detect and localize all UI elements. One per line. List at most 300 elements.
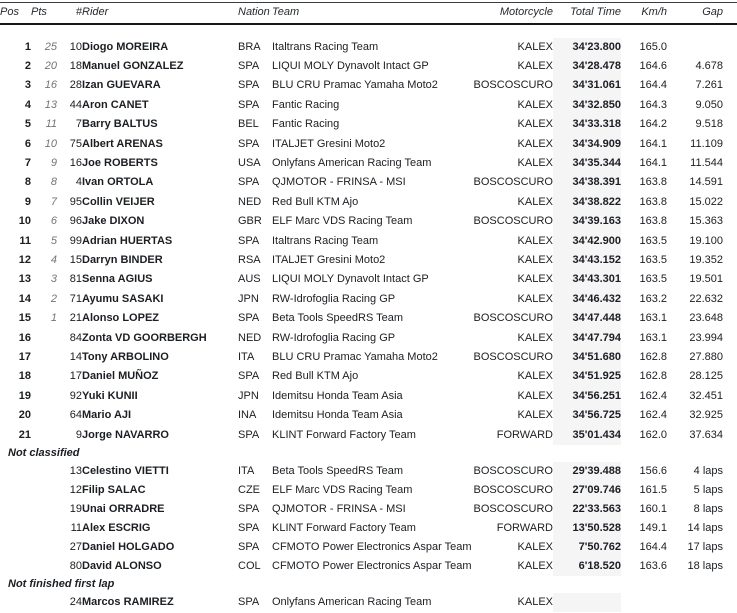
cell-pad bbox=[723, 462, 737, 481]
cell-gap: 15.022 bbox=[689, 195, 723, 208]
cell-moto: KALEX bbox=[517, 559, 553, 572]
cell-nation: COL bbox=[238, 559, 261, 572]
cell-moto: BOSCOSCURO bbox=[473, 350, 553, 363]
cell-pos: 4 bbox=[24, 98, 31, 111]
cell-pad bbox=[723, 367, 737, 386]
cell-pad bbox=[723, 387, 737, 406]
cell-kmh: 164.2 bbox=[639, 118, 667, 131]
cell-moto: KALEX bbox=[517, 595, 553, 608]
cell-num: 44 bbox=[69, 98, 82, 111]
cell-time: 34'38.822 bbox=[553, 193, 621, 212]
column-header-gap: Gap bbox=[667, 3, 723, 24]
result-row bbox=[0, 367, 737, 386]
result-row bbox=[0, 115, 737, 134]
cell-moto: KALEX bbox=[517, 98, 553, 111]
cell-pts: 10 bbox=[44, 137, 57, 150]
result-row bbox=[0, 193, 737, 212]
section-label-row bbox=[0, 576, 737, 593]
column-header-team: Team bbox=[272, 3, 463, 24]
cell-team: Fantic Racing bbox=[272, 118, 340, 131]
header-row bbox=[0, 3, 737, 24]
cell-pos: 19 bbox=[18, 389, 31, 402]
cell-rider: Barry BALTUS bbox=[82, 118, 158, 131]
cell-team: Red Bull KTM Ajo bbox=[272, 195, 359, 208]
cell-rider: Adrian HUERTAS bbox=[82, 234, 173, 247]
cell-pos: 5 bbox=[24, 118, 31, 131]
cell-num: 19 bbox=[69, 502, 82, 515]
result-row bbox=[0, 76, 737, 95]
cell-time: 34'23.800 bbox=[553, 38, 621, 57]
cell-rider: Mario AJI bbox=[82, 409, 132, 422]
cell-gap: 32.925 bbox=[689, 409, 723, 422]
cell-rider: Jake DIXON bbox=[82, 215, 145, 228]
cell-gap: 5 laps bbox=[693, 483, 723, 496]
cell-pts bbox=[31, 387, 57, 406]
cell-kmh: 162.4 bbox=[639, 409, 667, 422]
cell-pos: 21 bbox=[18, 428, 31, 441]
cell-moto: KALEX bbox=[517, 292, 553, 305]
cell-pos: 6 bbox=[24, 137, 31, 150]
result-row bbox=[0, 154, 737, 173]
cell-pad bbox=[723, 96, 737, 115]
cell-time: 34'35.344 bbox=[553, 154, 621, 173]
cell-pts bbox=[31, 328, 57, 347]
cell-moto: KALEX bbox=[517, 137, 553, 150]
cell-gap: 27.880 bbox=[689, 350, 723, 363]
result-row bbox=[0, 462, 737, 481]
cell-time: 34'39.163 bbox=[553, 212, 621, 231]
cell-time: 34'43.301 bbox=[553, 270, 621, 289]
cell-pts: 9 bbox=[50, 157, 57, 170]
result-row bbox=[0, 96, 737, 115]
cell-pts bbox=[31, 500, 57, 519]
column-header-time: Total Time bbox=[553, 3, 621, 24]
result-row bbox=[0, 231, 737, 250]
cell-time: 22'33.563 bbox=[553, 500, 621, 519]
result-row bbox=[0, 134, 737, 153]
cell-rider: Ayumu SASAKI bbox=[82, 292, 164, 305]
cell-gap: 4 laps bbox=[693, 464, 723, 477]
cell-rider: Aron CANET bbox=[82, 98, 149, 111]
result-row bbox=[0, 290, 737, 309]
cell-team: Fantic Racing bbox=[272, 98, 340, 111]
cell-nation: CZE bbox=[238, 483, 260, 496]
cell-kmh: 164.1 bbox=[639, 137, 667, 150]
cell-team: Onlyfans American Racing Team bbox=[272, 157, 432, 170]
cell-pts: 11 bbox=[45, 118, 57, 131]
cell-nation: SPA bbox=[238, 176, 260, 189]
cell-team: BLU CRU Pramac Yamaha Moto2 bbox=[272, 79, 438, 92]
cell-num: 24 bbox=[69, 595, 82, 608]
cell-num: 13 bbox=[69, 464, 82, 477]
cell-time: 34'43.152 bbox=[553, 251, 621, 270]
cell-time: 34'33.318 bbox=[553, 115, 621, 134]
cell-nation: SPA bbox=[238, 428, 260, 441]
cell-nation: SPA bbox=[238, 79, 260, 92]
cell-pos bbox=[0, 500, 31, 519]
cell-pos: 7 bbox=[24, 157, 31, 170]
result-row bbox=[0, 519, 737, 538]
cell-rider: Ivan ORTOLA bbox=[82, 176, 154, 189]
cell-pos: 3 bbox=[24, 79, 31, 92]
cell-rider: Marcos RAMIREZ bbox=[82, 595, 174, 608]
cell-num: 14 bbox=[69, 350, 82, 363]
cell-pts: 2 bbox=[50, 292, 57, 305]
cell-gap: 23.994 bbox=[689, 331, 723, 344]
cell-moto: KALEX bbox=[517, 389, 553, 402]
cell-rider: Izan GUEVARA bbox=[82, 79, 161, 92]
cell-pts: 1 bbox=[50, 312, 57, 325]
cell-pts bbox=[31, 462, 57, 481]
cell-num: 99 bbox=[69, 234, 82, 247]
cell-team: Idemitsu Honda Team Asia bbox=[272, 409, 403, 422]
cell-gap: 4.678 bbox=[695, 60, 723, 73]
cell-gap: 9.050 bbox=[695, 98, 723, 111]
cell-pad bbox=[723, 290, 737, 309]
cell-pad bbox=[723, 481, 737, 500]
cell-moto: KALEX bbox=[517, 370, 553, 383]
cell-nation: USA bbox=[238, 157, 261, 170]
cell-time: 34'47.794 bbox=[553, 328, 621, 347]
cell-num: 81 bbox=[69, 273, 82, 286]
column-header-pad bbox=[723, 3, 737, 24]
cell-kmh: 163.1 bbox=[639, 312, 667, 325]
cell-time: 13'50.528 bbox=[553, 519, 621, 538]
cell-gap: 9.518 bbox=[695, 118, 723, 131]
cell-nation: BRA bbox=[238, 40, 261, 53]
cell-num: 75 bbox=[69, 137, 82, 150]
cell-kmh: 164.4 bbox=[639, 540, 667, 553]
cell-team: CFMOTO Power Electronics Aspar Team bbox=[272, 559, 472, 572]
cell-moto: BOSCOSCURO bbox=[473, 79, 553, 92]
cell-pos bbox=[0, 481, 31, 500]
result-row bbox=[0, 251, 737, 270]
cell-moto: BOSCOSCURO bbox=[473, 176, 553, 189]
cell-pad bbox=[723, 270, 737, 289]
cell-pad bbox=[723, 193, 737, 212]
result-row bbox=[0, 270, 737, 289]
cell-time: 34'42.900 bbox=[553, 231, 621, 250]
cell-kmh: 164.4 bbox=[639, 79, 667, 92]
cell-num: 11 bbox=[70, 521, 82, 534]
cell-kmh: 163.5 bbox=[639, 234, 667, 247]
cell-rider: Daniel MUÑOZ bbox=[82, 370, 159, 383]
result-row bbox=[0, 406, 737, 425]
result-row bbox=[0, 328, 737, 347]
cell-pos: 13 bbox=[18, 273, 31, 286]
cell-team: LIQUI MOLY Dynavolt Intact GP bbox=[272, 60, 429, 73]
cell-time: 34'51.680 bbox=[553, 348, 621, 367]
cell-moto: BOSCOSCURO bbox=[473, 502, 553, 515]
section-label-row bbox=[0, 445, 737, 462]
race-results-table bbox=[0, 2, 737, 612]
cell-kmh: 149.1 bbox=[639, 521, 667, 534]
cell-gap: 14 laps bbox=[687, 521, 723, 534]
cell-kmh: 165.0 bbox=[639, 40, 667, 53]
cell-num: 7 bbox=[75, 118, 82, 131]
cell-team: QJMOTOR - FRINSA - MSI bbox=[272, 176, 406, 189]
cell-num: 96 bbox=[69, 215, 82, 228]
cell-kmh: 162.0 bbox=[639, 428, 667, 441]
cell-pos bbox=[0, 593, 31, 612]
cell-rider: Alonso LOPEZ bbox=[82, 312, 159, 325]
cell-pts bbox=[31, 557, 57, 576]
cell-time: 35'01.434 bbox=[553, 425, 621, 444]
cell-pos: 15 bbox=[18, 312, 31, 325]
cell-gap: 14.591 bbox=[689, 176, 723, 189]
cell-kmh: 163.6 bbox=[639, 559, 667, 572]
cell-num: 64 bbox=[69, 409, 82, 422]
result-row bbox=[0, 173, 737, 192]
cell-team: CFMOTO Power Electronics Aspar Team bbox=[272, 540, 472, 553]
cell-rider: David ALONSO bbox=[82, 559, 162, 572]
cell-moto: BOSCOSCURO bbox=[473, 312, 553, 325]
cell-team: QJMOTOR - FRINSA - MSI bbox=[272, 502, 406, 515]
cell-nation: GBR bbox=[238, 215, 262, 228]
cell-rider: Albert ARENAS bbox=[82, 137, 163, 150]
result-row bbox=[0, 38, 737, 57]
result-row bbox=[0, 57, 737, 76]
cell-num: 17 bbox=[69, 370, 82, 383]
cell-team: LIQUI MOLY Dynavolt Intact GP bbox=[272, 273, 429, 286]
cell-team: ELF Marc VDS Racing Team bbox=[272, 483, 413, 496]
cell-gap: 23.648 bbox=[689, 312, 723, 325]
cell-pos: 18 bbox=[18, 370, 31, 383]
cell-pos: 10 bbox=[18, 215, 31, 228]
cell-gap: 19.501 bbox=[689, 273, 723, 286]
column-header-pos: Pos bbox=[0, 3, 31, 24]
cell-kmh: 162.8 bbox=[639, 370, 667, 383]
cell-rider: Zonta VD GOORBERGH bbox=[82, 331, 207, 344]
cell-rider: Daniel HOLGADO bbox=[82, 540, 175, 553]
cell-team: Italtrans Racing Team bbox=[272, 234, 379, 247]
cell-pos bbox=[0, 519, 31, 538]
cell-nation: NED bbox=[238, 195, 262, 208]
cell-gap: 19.100 bbox=[689, 234, 723, 247]
cell-team: KLINT Forward Factory Team bbox=[272, 428, 416, 441]
cell-pos bbox=[0, 538, 31, 557]
result-row bbox=[0, 557, 737, 576]
cell-num: 84 bbox=[69, 331, 82, 344]
cell-nation: ITA bbox=[238, 464, 255, 477]
cell-pad bbox=[723, 251, 737, 270]
result-row bbox=[0, 481, 737, 500]
cell-nation: SPA bbox=[238, 98, 260, 111]
cell-pts: 13 bbox=[44, 98, 57, 111]
cell-nation: NED bbox=[238, 331, 262, 344]
cell-kmh: 163.8 bbox=[639, 176, 667, 189]
cell-pos: 9 bbox=[24, 195, 31, 208]
cell-team: Beta Tools SpeedRS Team bbox=[272, 312, 404, 325]
cell-pad bbox=[723, 212, 737, 231]
cell-pos: 14 bbox=[18, 292, 31, 305]
cell-pos: 20 bbox=[18, 409, 31, 422]
spacer-cell bbox=[0, 24, 737, 38]
cell-gap: 37.634 bbox=[689, 428, 723, 441]
cell-kmh: 156.6 bbox=[639, 464, 667, 477]
cell-moto: KALEX bbox=[517, 253, 553, 266]
section-label: Not finished first lap bbox=[8, 577, 115, 590]
cell-nation: AUS bbox=[238, 273, 261, 286]
cell-moto: KALEX bbox=[517, 60, 553, 73]
cell-pad bbox=[723, 38, 737, 57]
column-header-pts: Pts bbox=[31, 3, 57, 24]
cell-time: 34'34.909 bbox=[553, 134, 621, 153]
cell-pad bbox=[723, 309, 737, 328]
cell-pad bbox=[723, 425, 737, 444]
cell-pts bbox=[31, 593, 57, 612]
cell-pos: 8 bbox=[24, 176, 31, 189]
cell-nation: SPA bbox=[238, 60, 260, 73]
header-spacer-row bbox=[0, 24, 737, 38]
cell-pad bbox=[723, 328, 737, 347]
cell-time: 34'38.391 bbox=[553, 173, 621, 192]
cell-team: Idemitsu Honda Team Asia bbox=[272, 389, 403, 402]
cell-pts bbox=[31, 406, 57, 425]
cell-time bbox=[553, 593, 621, 612]
cell-kmh: 160.1 bbox=[639, 502, 667, 515]
cell-time: 34'56.725 bbox=[553, 406, 621, 425]
cell-gap: 8 laps bbox=[693, 502, 723, 515]
column-header-num: # bbox=[57, 3, 82, 24]
cell-pad bbox=[723, 538, 737, 557]
cell-nation: SPA bbox=[238, 370, 260, 383]
cell-time: 6'18.520 bbox=[553, 557, 621, 576]
cell-pts: 5 bbox=[50, 234, 57, 247]
cell-moto: KALEX bbox=[517, 118, 553, 131]
cell-pad bbox=[723, 231, 737, 250]
cell-nation: SPA bbox=[238, 502, 260, 515]
cell-nation: SPA bbox=[238, 137, 260, 150]
cell-kmh: 162.8 bbox=[639, 350, 667, 363]
cell-rider: Unai ORRADRE bbox=[82, 502, 165, 515]
cell-pos: 12 bbox=[18, 253, 31, 266]
cell-pts bbox=[31, 425, 57, 444]
cell-num: 12 bbox=[69, 483, 82, 496]
cell-kmh: 164.3 bbox=[639, 98, 667, 111]
cell-pad bbox=[723, 557, 737, 576]
table-body bbox=[0, 24, 737, 612]
cell-gap: 11.544 bbox=[690, 157, 723, 170]
cell-pts: 16 bbox=[44, 79, 57, 92]
cell-nation: ITA bbox=[238, 350, 255, 363]
cell-team: BLU CRU Pramac Yamaha Moto2 bbox=[272, 350, 438, 363]
cell-team: Beta Tools SpeedRS Team bbox=[272, 464, 404, 477]
cell-pad bbox=[723, 500, 737, 519]
cell-rider: Celestino VIETTI bbox=[82, 464, 169, 477]
cell-rider: Jorge NAVARRO bbox=[82, 428, 169, 441]
cell-time: 34'47.448 bbox=[553, 309, 621, 328]
cell-kmh: 162.4 bbox=[639, 389, 667, 402]
cell-num: 18 bbox=[69, 60, 82, 73]
cell-pad bbox=[723, 134, 737, 153]
cell-num: 10 bbox=[69, 40, 82, 53]
cell-pts: 25 bbox=[44, 40, 57, 53]
result-row bbox=[0, 593, 737, 612]
cell-time: 34'32.850 bbox=[553, 96, 621, 115]
cell-nation: INA bbox=[238, 409, 257, 422]
cell-moto: KALEX bbox=[517, 195, 553, 208]
cell-rider: Joe ROBERTS bbox=[82, 157, 158, 170]
cell-pos: 1 bbox=[24, 40, 31, 53]
cell-pad bbox=[723, 593, 737, 612]
cell-num: 16 bbox=[69, 157, 82, 170]
cell-gap: 7.261 bbox=[695, 79, 723, 92]
cell-kmh: 164.6 bbox=[639, 60, 667, 73]
cell-kmh bbox=[621, 593, 667, 612]
cell-moto: FORWARD bbox=[496, 521, 553, 534]
cell-num: 80 bbox=[69, 559, 82, 572]
cell-rider: Darryn BINDER bbox=[82, 253, 163, 266]
cell-kmh: 163.1 bbox=[639, 331, 667, 344]
cell-nation: SPA bbox=[238, 595, 260, 608]
column-header-kmh: Km/h bbox=[621, 3, 667, 24]
cell-gap: 17 laps bbox=[687, 540, 723, 553]
cell-num: 27 bbox=[69, 540, 82, 553]
cell-pad bbox=[723, 154, 737, 173]
cell-rider: Diogo MOREIRA bbox=[82, 40, 169, 53]
cell-pos: 17 bbox=[18, 350, 31, 363]
cell-pad bbox=[723, 57, 737, 76]
cell-pts: 4 bbox=[50, 253, 57, 266]
cell-pts bbox=[31, 367, 57, 386]
cell-nation: SPA bbox=[238, 312, 260, 325]
cell-moto: BOSCOSCURO bbox=[473, 483, 553, 496]
cell-rider: Tony ARBOLINO bbox=[82, 350, 169, 363]
cell-kmh: 163.8 bbox=[639, 215, 667, 228]
cell-pts bbox=[31, 348, 57, 367]
cell-pts bbox=[31, 538, 57, 557]
cell-kmh: 163.5 bbox=[639, 253, 667, 266]
cell-kmh: 161.5 bbox=[639, 483, 667, 496]
cell-nation: SPA bbox=[238, 234, 260, 247]
cell-time: 7'50.762 bbox=[553, 538, 621, 557]
cell-pos bbox=[0, 462, 31, 481]
cell-gap: 22.632 bbox=[689, 292, 723, 305]
cell-pos: 2 bbox=[24, 60, 31, 73]
table-header bbox=[0, 3, 737, 24]
cell-team: Red Bull KTM Ajo bbox=[272, 370, 359, 383]
column-header-nation: Nation bbox=[238, 3, 272, 24]
cell-num: 92 bbox=[69, 389, 82, 402]
result-row bbox=[0, 425, 737, 444]
cell-gap bbox=[667, 38, 723, 57]
cell-num: 4 bbox=[75, 176, 82, 189]
cell-moto: KALEX bbox=[517, 40, 553, 53]
cell-time: 34'51.925 bbox=[553, 367, 621, 386]
cell-kmh: 163.8 bbox=[639, 195, 667, 208]
cell-moto: BOSCOSCURO bbox=[473, 215, 553, 228]
cell-pos: 11 bbox=[19, 234, 31, 247]
cell-pts: 6 bbox=[50, 215, 57, 228]
result-row bbox=[0, 212, 737, 231]
cell-nation: SPA bbox=[238, 540, 260, 553]
cell-num: 9 bbox=[75, 428, 82, 441]
result-row bbox=[0, 309, 737, 328]
cell-pad bbox=[723, 406, 737, 425]
cell-nation: BEL bbox=[238, 118, 259, 131]
cell-pts: 3 bbox=[50, 273, 57, 286]
cell-gap: 32.451 bbox=[689, 389, 723, 402]
cell-moto: KALEX bbox=[517, 409, 553, 422]
cell-pad bbox=[723, 76, 737, 95]
column-header-rider: Rider bbox=[82, 3, 238, 24]
cell-num: 71 bbox=[69, 292, 82, 305]
section-label: Not classified bbox=[8, 446, 80, 459]
cell-rider: Filip SALAC bbox=[82, 483, 146, 496]
cell-kmh: 163.2 bbox=[639, 292, 667, 305]
cell-gap: 28.125 bbox=[689, 370, 723, 383]
